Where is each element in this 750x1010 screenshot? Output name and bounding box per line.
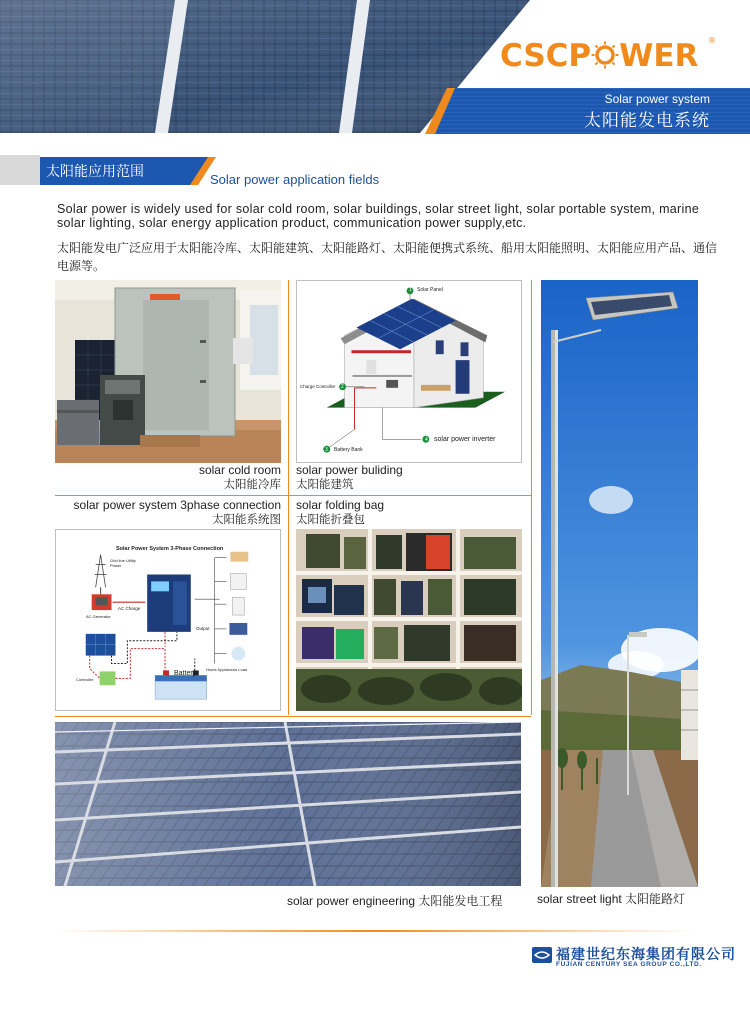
- sun-icon: [591, 41, 619, 69]
- header-subtitle-en: Solar power system: [604, 92, 710, 106]
- registered-mark: ®: [708, 36, 716, 45]
- building-num-3: 3: [325, 447, 328, 453]
- system-label-controller: Controller: [76, 677, 94, 682]
- footer-company-zh: 福建世纪东海集团有限公司: [556, 947, 736, 963]
- section-title-en: Solar power application fields: [210, 172, 380, 187]
- divider-vertical-2: [531, 280, 532, 715]
- system-label-battery: Battery: [174, 670, 197, 677]
- building-label-battery-bank: Battery Bank: [334, 447, 363, 453]
- section-title-gray-bar: [0, 155, 40, 185]
- header-subtitle-zh: 太阳能发电系统: [584, 111, 710, 131]
- footer-divider: [55, 930, 695, 932]
- folding-bag-caption-en: solar folding bag: [296, 498, 385, 512]
- divider-horizontal-2: [55, 716, 531, 717]
- solar-engineering-photo: [55, 722, 521, 886]
- building-label-solar-panel: Solar Panel: [417, 287, 443, 293]
- divider-horizontal-1: [55, 495, 531, 496]
- footer-company-en: FUJIAN CENTURY SEA GROUP CO.,LTD.: [556, 961, 702, 968]
- system-label-generator: AC Generator: [86, 614, 111, 619]
- system-label-ac-charge: AC Charge: [118, 606, 141, 611]
- building-num-1: 1: [409, 287, 412, 293]
- building-caption-en: solar power buliding: [296, 463, 403, 477]
- system-caption-zh: 太阳能系统图: [212, 512, 281, 526]
- cold-room-photo: [55, 280, 281, 463]
- building-num-4: 4: [425, 437, 428, 443]
- logo-text-wer: WER: [619, 38, 699, 74]
- street-light-caption: solar street light 太阳能路灯: [537, 892, 686, 906]
- cold-room-caption-zh: 太阳能冷库: [223, 477, 281, 491]
- cscpower-logo: [500, 36, 720, 76]
- building-num-2: 2: [341, 384, 344, 390]
- system-label-grid: Grid line Utility Power: [110, 558, 136, 568]
- folding-bag-caption-zh: 太阳能折叠包: [296, 512, 365, 526]
- section-title-zh: 太阳能应用范围: [46, 164, 144, 180]
- building-caption-zh: 太阳能建筑: [296, 477, 354, 491]
- solar-system-3phase-diagram: [55, 529, 281, 711]
- street-light-photo: [541, 280, 698, 887]
- folding-bag-shelf-photo: [296, 529, 522, 711]
- building-label-charge-controller: Charge Controller: [300, 384, 336, 389]
- cold-room-caption-en: solar cold room: [198, 463, 281, 477]
- building-label-inverter: solar power inverter: [434, 436, 496, 443]
- logo-text-p: P: [568, 38, 592, 74]
- logo-text-csc: CSC: [500, 38, 569, 74]
- system-label-load: Home Appliances Load: [206, 667, 248, 672]
- system-title: Solar Power System 3-Phase Connection: [116, 546, 224, 552]
- system-caption-en: solar power system 3phase connection: [73, 498, 281, 512]
- engineering-caption: solar power engineering 太阳能发电工程: [287, 894, 503, 908]
- intro-text-zh: 太阳能发电广泛应用于太阳能冷库、太阳能建筑、太阳能路灯、太阳能便携式系统、船用太阳能照明、太阳能应用产品、通信电源等。: [57, 241, 718, 273]
- company-logo-icon: [532, 947, 552, 963]
- divider-vertical-1: [288, 280, 289, 715]
- system-label-output: Output: [196, 626, 210, 631]
- solar-building-diagram: [296, 280, 522, 463]
- intro-text-en: Solar power is widely used for solar cold room, solar buildings, solar street light, solar portable system, marine solar lighting, solar energy application product, communication power supply,etc.: [57, 202, 700, 230]
